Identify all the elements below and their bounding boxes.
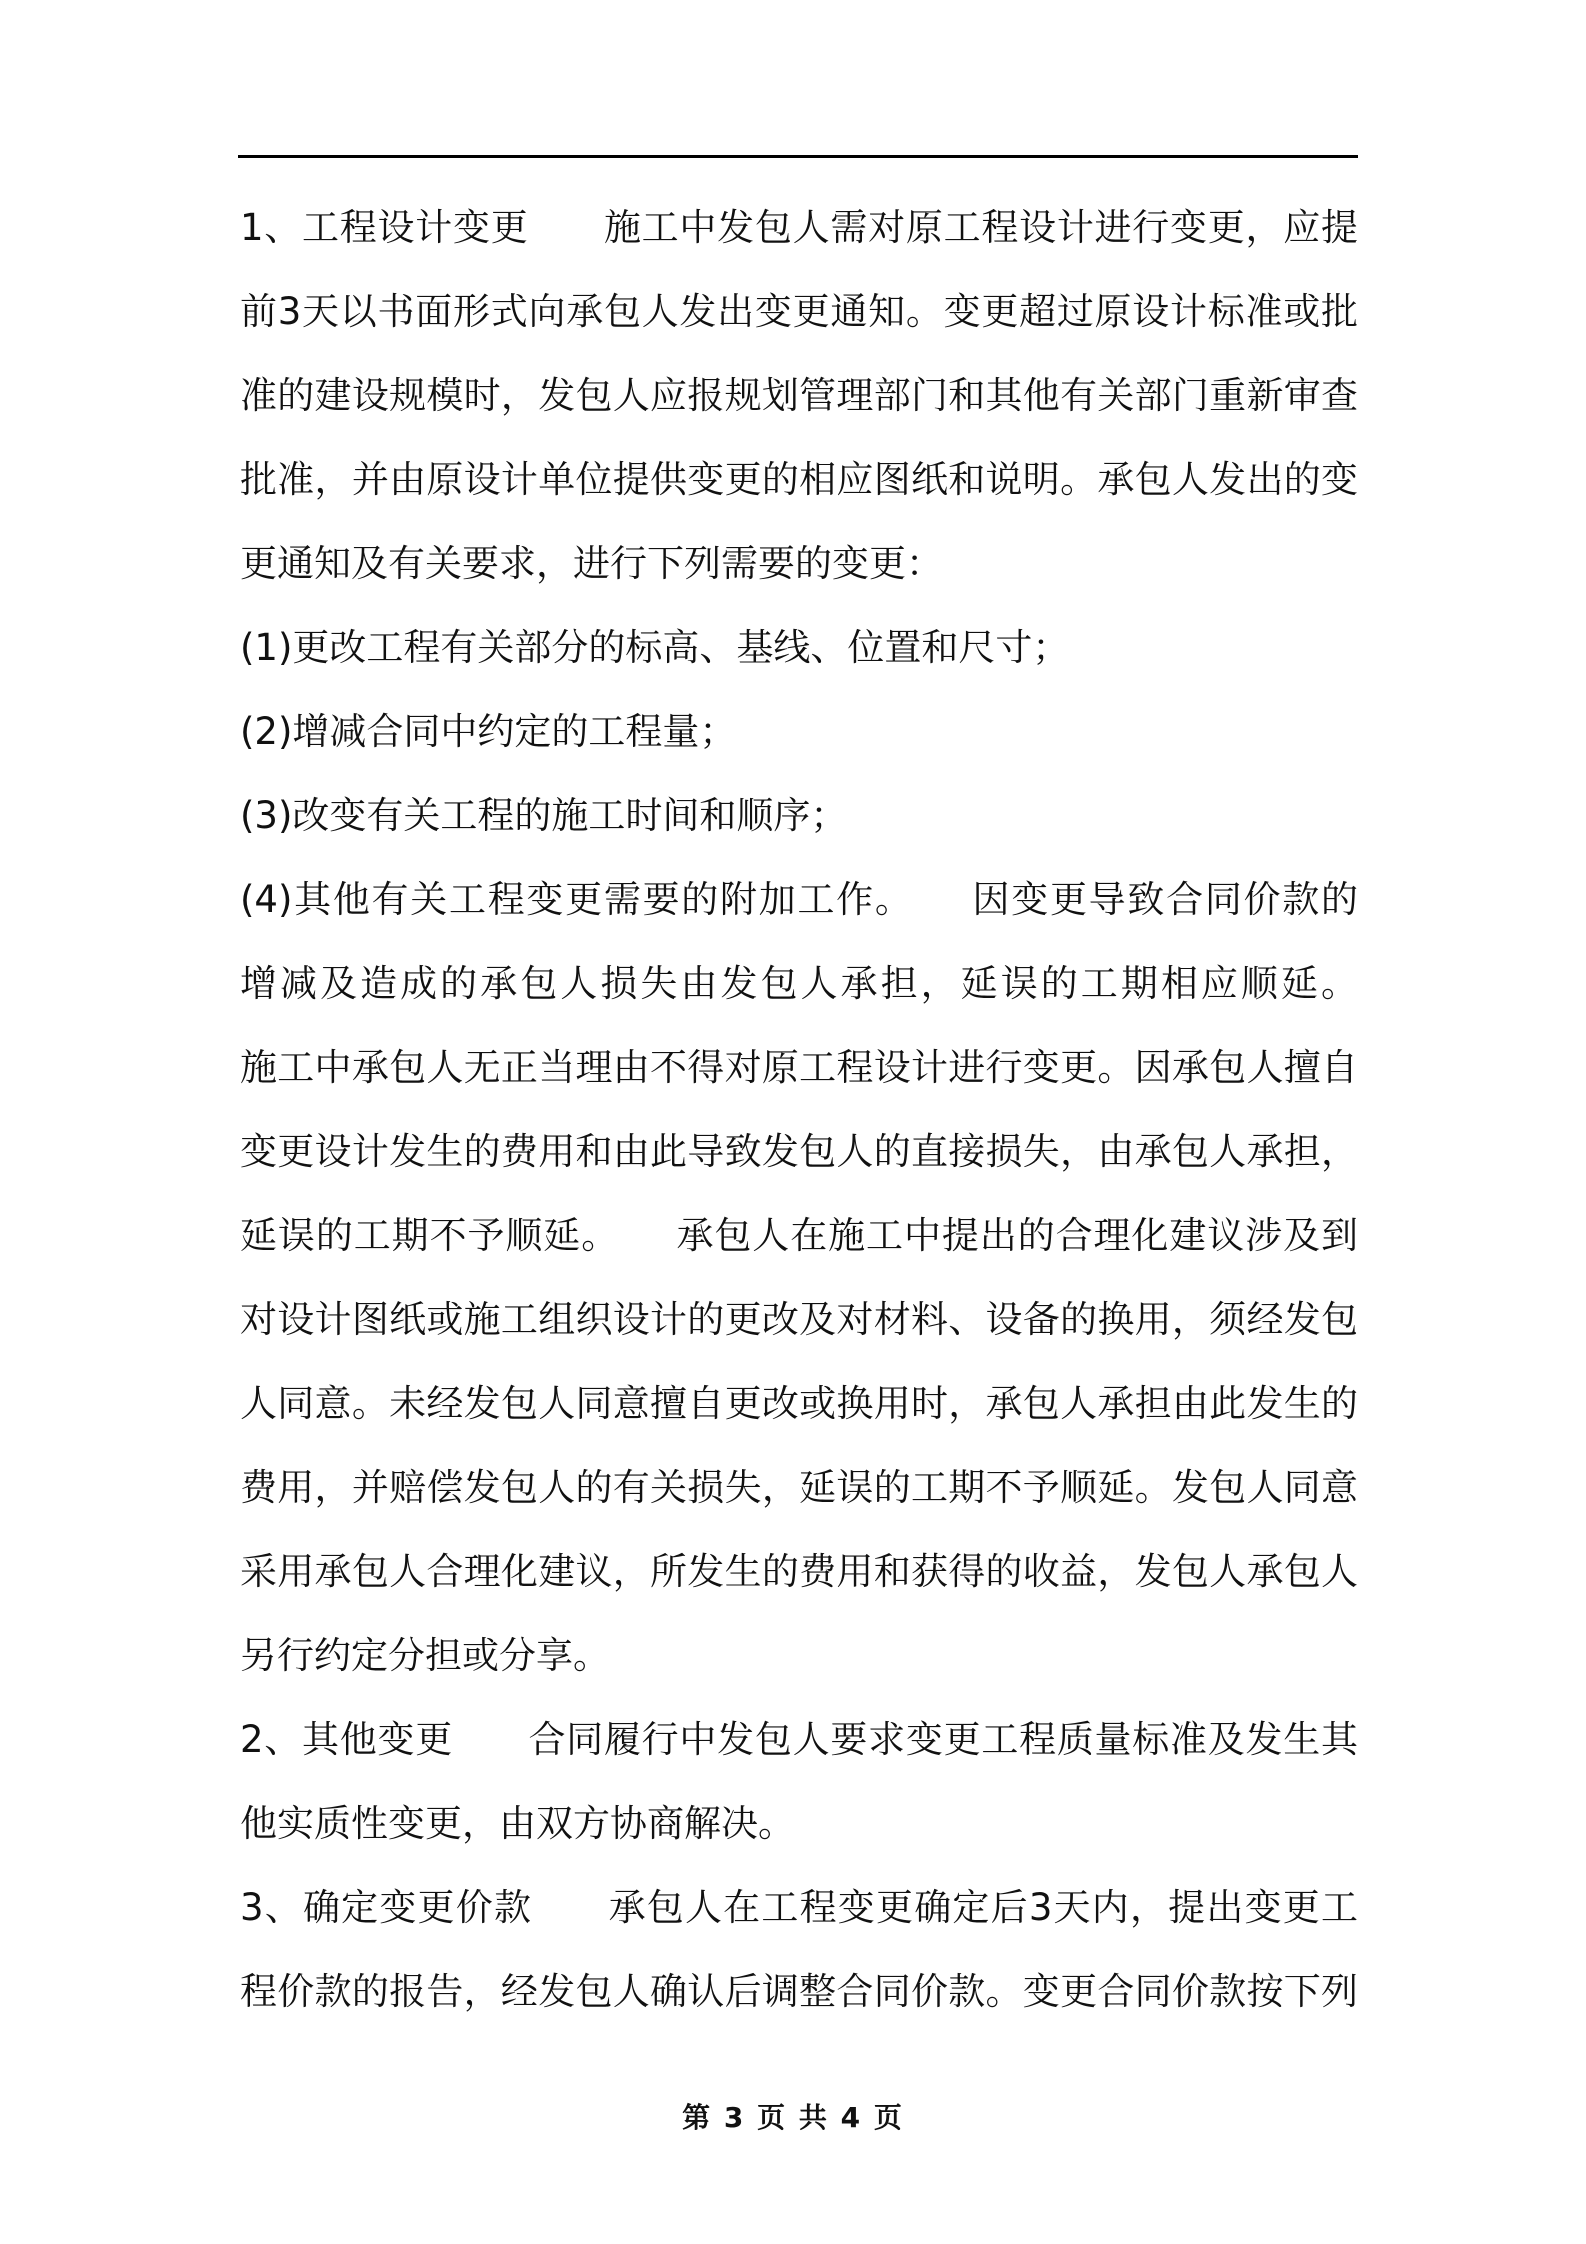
text-line-7: (2)增减合同中约定的工程量；	[240, 710, 737, 753]
text-line-1: 1、工程设计变更 施工中发包人需对原工程设计进行变更，应提	[240, 206, 1358, 249]
text-line-14: 对设计图纸或施工组织设计的更改及对材料、设备的换用，须经发包	[240, 1298, 1358, 1341]
text-line-21: 3、确定变更价款 承包人在工程变更确定后3天内，提出变更工	[240, 1886, 1358, 1929]
text-line-13: 延误的工期不予顺延。 承包人在施工中提出的合理化建议涉及到	[240, 1214, 1358, 1257]
text-line-8: (3)改变有关工程的施工时间和顺序；	[240, 794, 848, 837]
text-line-3: 准的建设规模时，发包人应报规划管理部门和其他有关部门重新审查	[240, 374, 1358, 417]
header-rule	[238, 155, 1358, 158]
text-line-15: 人同意。未经发包人同意擅自更改或换用时，承包人承担由此发生的	[240, 1382, 1358, 1425]
text-line-11: 施工中承包人无正当理由不得对原工程设计进行变更。因承包人擅自	[240, 1046, 1358, 1089]
page-number-footer: 第 3 页 共 4 页	[682, 2101, 904, 2134]
text-line-19: 2、其他变更 合同履行中发包人要求变更工程质量标准及发生其	[240, 1718, 1358, 1761]
text-line-4: 批准，并由原设计单位提供变更的相应图纸和说明。承包人发出的变	[240, 458, 1358, 501]
text-line-5: 更通知及有关要求，进行下列需要的变更：	[240, 542, 943, 585]
text-line-20: 他实质性变更，由双方协商解决。	[240, 1802, 795, 1845]
text-line-2: 前3天以书面形式向承包人发出变更通知。变更超过原设计标准或批	[240, 290, 1358, 333]
document-body	[240, 186, 1358, 2034]
text-line-9: (4)其他有关工程变更需要的附加工作。 因变更导致合同价款的	[240, 878, 1358, 921]
text-line-16: 费用，并赔偿发包人的有关损失，延误的工期不予顺延。发包人同意	[240, 1466, 1358, 1509]
text-line-22: 程价款的报告，经发包人确认后调整合同价款。变更合同价款按下列	[240, 1970, 1358, 2013]
text-line-6: (1)更改工程有关部分的标高、基线、位置和尺寸；	[240, 626, 1070, 669]
text-line-17: 采用承包人合理化建议，所发生的费用和获得的收益，发包人承包人	[240, 1550, 1358, 1593]
text-line-18: 另行约定分担或分享。	[240, 1634, 610, 1677]
text-line-10: 增减及造成的承包人损失由发包人承担，延误的工期相应顺延。	[240, 962, 1358, 1005]
text-line-12: 变更设计发生的费用和由此导致发包人的直接损失，由承包人承担，	[240, 1130, 1358, 1173]
